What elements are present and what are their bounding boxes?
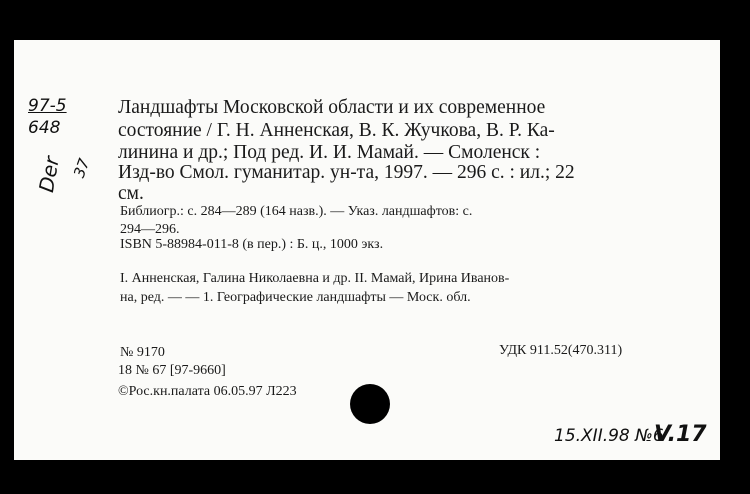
catalog-card <box>14 40 720 460</box>
punch-hole <box>350 384 390 424</box>
tracing-line-1: I. Анненская, Галина Николаевна и др. II. Мамай, Ирина Иванов- <box>120 271 510 286</box>
title-line-5: см. <box>118 183 144 204</box>
isbn-note: ISBN 5-88984-011-8 (в пер.) : Б. ц., 1000 экз. <box>120 237 384 252</box>
tracing-line-2: на, ред. — — 1. Географические ландшафты — Моск. обл. <box>120 290 471 305</box>
shelf-mark-bottom: 648 <box>28 118 61 138</box>
margin-note-left-2: 37 <box>70 156 94 181</box>
record-number: № 9170 <box>120 345 165 360</box>
handwritten-mark: V.17 <box>654 422 707 447</box>
handwritten-date: 15.XII.98 №6 <box>554 426 664 446</box>
copyright-line: ©Рос.кн.палата 06.05.97 Л223 <box>118 384 297 399</box>
title-line-1: Ландшафты Московской области и их современное <box>118 97 546 118</box>
issue-number: 18 № 67 [97-9660] <box>118 363 226 378</box>
title-line-4: Изд-во Смол. гуманитар. ун-та, 1997. — 296 с. : ил.; 22 <box>118 162 575 183</box>
shelf-mark-top: 97-5 <box>28 96 67 116</box>
margin-note-left: Der <box>34 154 64 195</box>
title-line-3: линина и др.; Под ред. И. И. Мамай. — Смоленск : <box>118 142 541 163</box>
index-pages-note: 294—296. <box>120 222 180 237</box>
udk-code: УДК 911.52(470.311) <box>499 343 623 358</box>
title-line-2: состояние / Г. Н. Анненская, В. К. Жучкова, В. Р. Ка- <box>118 120 555 141</box>
bibliography-note: Библиогр.: с. 284—289 (164 назв.). — Указ. ландшафтов: с. <box>120 204 473 219</box>
